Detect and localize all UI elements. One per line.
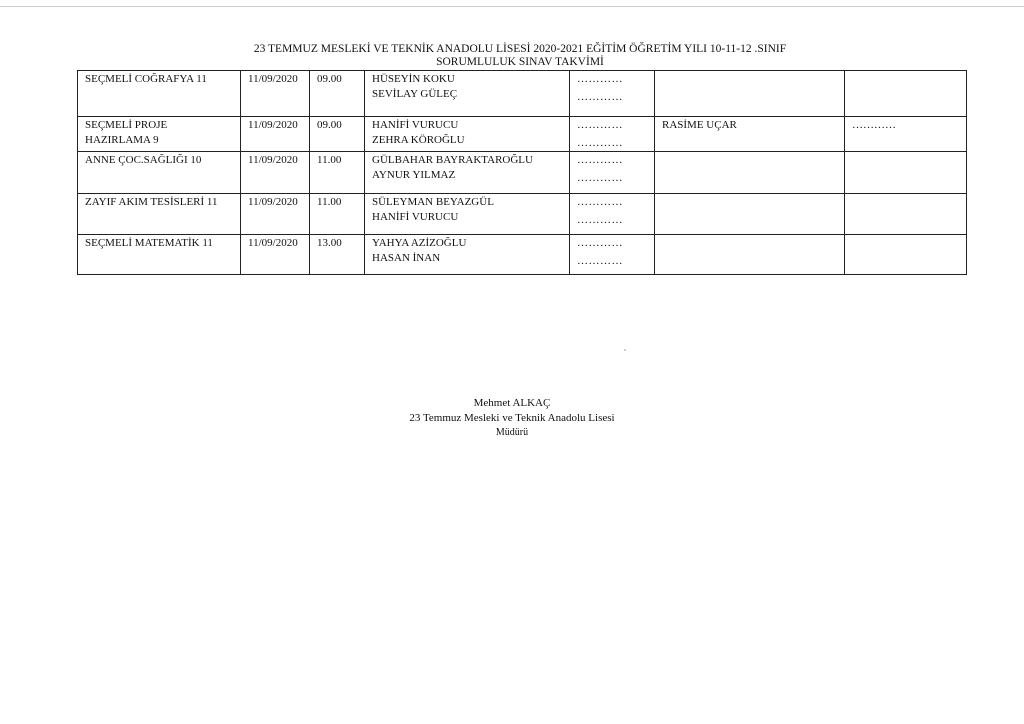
signature-cell — [570, 71, 655, 117]
course-cell: SEÇMELİ COĞRAFYA 11 — [78, 71, 241, 117]
extra-signature-cell — [845, 152, 967, 194]
signature-blank: ………… — [577, 172, 623, 184]
teacher-name: ZEHRA KÖROĞLU — [372, 134, 465, 146]
signature-cell — [570, 152, 655, 194]
teacher-name: HÜSEYİN KOKU — [372, 73, 455, 85]
time-cell: 11.00 — [310, 194, 365, 235]
time-cell: 09.00 — [310, 71, 365, 117]
signature-blank: ………… — [577, 154, 623, 166]
signature-cell — [570, 235, 655, 275]
course-cell: SEÇMELİ PROJE HAZIRLAMA 9 — [78, 117, 241, 152]
extra-teacher-cell: RASİME UÇAR — [655, 117, 845, 152]
teacher-name: HANİFİ VURUCU — [372, 119, 459, 131]
teacher-name: YAHYA AZİZOĞLU — [372, 237, 467, 249]
signature-blank: ………… — [577, 73, 623, 85]
teachers-cell — [365, 194, 570, 235]
table-row — [78, 152, 967, 194]
table-row — [78, 71, 967, 117]
course-cell: ANNE ÇOC.SAĞLIĞI 10 — [78, 152, 241, 194]
document-subtitle: SORUMLULUK SINAV TAKVİMİ — [436, 56, 604, 68]
teacher-name: GÜLBAHAR BAYRAKTAROĞLU — [372, 154, 533, 166]
date-cell: 11/09/2020 — [241, 117, 310, 152]
time-cell: 09.00 — [310, 117, 365, 152]
teachers-cell — [365, 117, 570, 152]
teacher-name: SÜLEYMAN BEYAZGÜL — [372, 196, 494, 208]
date-cell: 11/09/2020 — [241, 152, 310, 194]
course-cell: ZAYIF AKIM TESİSLERİ 11 — [78, 194, 241, 235]
scan-speck — [624, 349, 626, 351]
table-row — [78, 235, 967, 275]
teachers-cell — [365, 71, 570, 117]
extra-signature-cell: ………… — [845, 117, 967, 152]
school-name: 23 Temmuz Mesleki ve Teknik Anadolu Lisesi — [409, 412, 615, 424]
signature-cell — [570, 194, 655, 235]
extra-signature-cell — [845, 235, 967, 275]
extra-teacher-cell — [655, 152, 845, 194]
teacher-name: AYNUR YILMAZ — [372, 169, 456, 181]
page-top-border — [0, 6, 1024, 7]
date-cell: 11/09/2020 — [241, 71, 310, 117]
exam-schedule-table — [77, 70, 967, 275]
time-cell: 11.00 — [310, 152, 365, 194]
extra-signature-cell — [845, 71, 967, 117]
signature-blank: ………… — [577, 196, 623, 208]
extra-teacher-cell — [655, 194, 845, 235]
signature-blank: ………… — [577, 214, 623, 226]
date-cell: 11/09/2020 — [241, 235, 310, 275]
principal-name: Mehmet ALKAÇ — [473, 397, 551, 409]
extra-teacher-cell — [655, 71, 845, 117]
teachers-cell — [365, 235, 570, 275]
signature-blank: ………… — [577, 255, 623, 267]
date-cell: 11/09/2020 — [241, 194, 310, 235]
signature-blank: ………… — [577, 237, 623, 249]
signature-cell — [570, 117, 655, 152]
signature-blank: ………… — [577, 137, 623, 149]
document-title: 23 TEMMUZ MESLEKİ VE TEKNİK ANADOLU LİSESİ 2020-2021 EĞİTİM ÖĞRETİM YILI 10-11-12 .SINIF — [253, 43, 787, 55]
teacher-name: SEVİLAY GÜLEÇ — [372, 88, 458, 100]
teachers-cell — [365, 152, 570, 194]
table-row — [78, 194, 967, 235]
time-cell: 13.00 — [310, 235, 365, 275]
table-row — [78, 117, 967, 152]
teacher-name: HANİFİ VURUCU — [372, 211, 459, 223]
extra-teacher-cell — [655, 235, 845, 275]
principal-role: Müdürü — [495, 427, 529, 438]
extra-signature-cell — [845, 194, 967, 235]
course-cell: SEÇMELİ MATEMATİK 11 — [78, 235, 241, 275]
teacher-name: HASAN İNAN — [372, 252, 441, 264]
signature-blank: ………… — [577, 119, 623, 131]
signature-blank: ………… — [577, 91, 623, 103]
